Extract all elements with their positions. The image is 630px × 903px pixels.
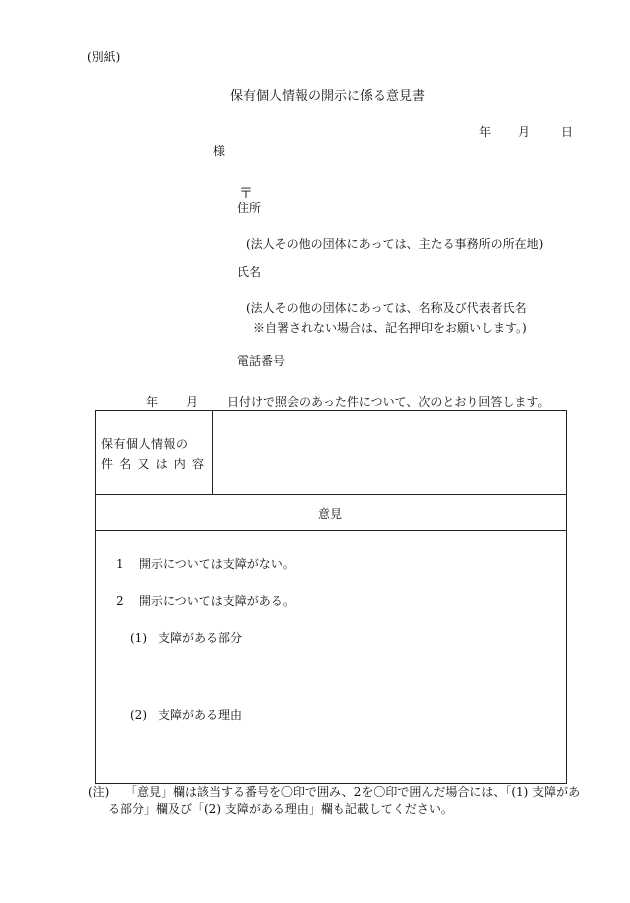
name-label: 氏名: [237, 265, 262, 279]
reply-statement: 日付けで照会のあった件について、次のとおり回答します。: [227, 395, 550, 409]
address-label: 住所: [237, 201, 262, 215]
phone-label: 電話番号: [237, 354, 286, 368]
reply-year-label: 年: [146, 395, 159, 409]
sub-item-number: (1): [130, 631, 147, 645]
sub-item-obstacle-reason: 支障がある理由: [158, 708, 243, 722]
reply-month-label: 月: [186, 395, 199, 409]
option-number: 1: [116, 557, 124, 571]
option-has-obstacle: 開示については支障がある。: [139, 594, 295, 608]
opinion-header: 意見: [318, 507, 343, 521]
document-title: 保有個人情報の開示に係る意見書: [230, 89, 426, 104]
opinion-header-row: [96, 495, 566, 531]
subject-label-line-2: 件名又は内容: [101, 457, 211, 471]
date-day-label: 日: [561, 125, 574, 139]
option-no-obstacle: 開示については支障がない。: [139, 557, 295, 571]
sub-item-number: (2): [130, 708, 147, 722]
addressee-suffix: 様: [213, 144, 226, 158]
attachment-label: (別紙): [87, 50, 121, 64]
subject-label-line-1: 保有個人情報の: [101, 437, 189, 451]
sub-item-obstacle-part: 支障がある部分: [158, 631, 243, 645]
option-number: 2: [116, 594, 124, 608]
opinion-table: [95, 410, 567, 784]
date-month-label: 月: [518, 125, 531, 139]
footnote-line-2: る部分」欄及び「(2) 支障がある理由」欄も記載してください。: [108, 802, 453, 816]
address-note: (法人その他の団体にあっては、主たる事務所の所在地): [246, 237, 544, 251]
footnote-line-1: 「意見」欄は該当する番号を〇印で囲み、2を〇印で囲んだ場合には、「(1) 支障があ: [125, 785, 581, 799]
date-year-label: 年: [479, 125, 492, 139]
name-note-line-2: ※自署されない場合は、記名押印をお願いします。): [253, 321, 527, 335]
footnote-mark: (注): [88, 785, 110, 799]
name-note-line-1: (法人その他の団体にあっては、名称及び代表者氏名: [246, 301, 527, 315]
subject-label-cell: [96, 411, 213, 494]
postal-mark: 〒: [239, 186, 253, 202]
subject-row: [96, 411, 566, 495]
